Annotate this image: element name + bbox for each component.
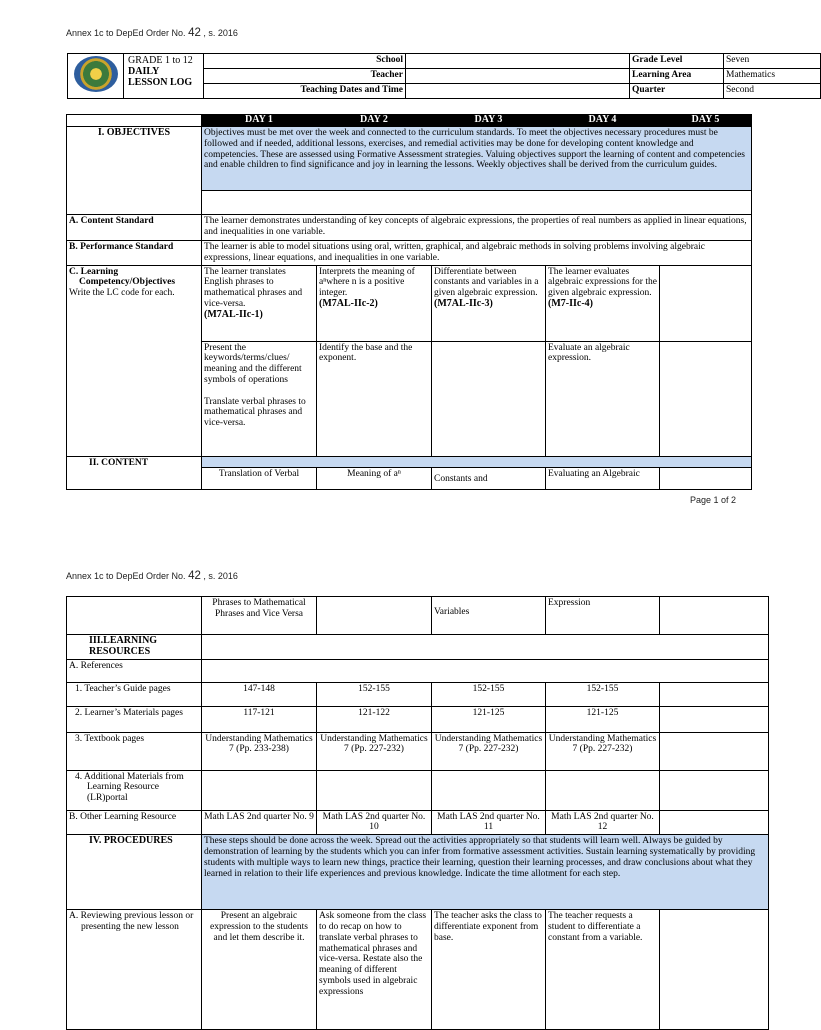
- sub-objective-day-5[interactable]: [660, 341, 752, 456]
- page-number: Page 1 of 2: [690, 495, 737, 505]
- dates-field[interactable]: [406, 84, 630, 99]
- day-3-header: DAY 3: [432, 115, 546, 127]
- sub-objective-day-3[interactable]: [432, 341, 546, 456]
- quarter-label: Quarter: [630, 84, 724, 99]
- main-table-page1: [66, 114, 752, 490]
- day-2-header: DAY 2: [317, 115, 432, 127]
- additional-materials-label: 4. Additional Materials from Learning Resource (LR)portal: [67, 770, 202, 810]
- tg-day-3: 152-155: [432, 682, 546, 706]
- grade-level-label: Grade Level: [630, 54, 724, 69]
- textbook-day-4: Understanding Mathematics 7 (Pp. 227-232): [546, 732, 660, 770]
- review-day-5[interactable]: [660, 910, 769, 1030]
- lc-day-5[interactable]: [660, 265, 752, 341]
- tg-day-5[interactable]: [660, 682, 769, 706]
- header-table: [67, 53, 821, 99]
- content-cont-day-1: Phrases to Mathematical Phrases and Vice Versa: [202, 597, 317, 635]
- references-blank: [202, 659, 769, 682]
- deped-seal-logo: [68, 54, 124, 99]
- sub-objective-day-2: Identify the base and the exponent.: [317, 341, 432, 456]
- content-cont-day-2: [317, 597, 432, 635]
- other-resources-label: B. Other Learning Resource: [67, 810, 202, 835]
- objectives-text: Objectives must be met over the week and connected to the curriculum standards. To meet the objectives necessary procedures must be followed and if needed, additional lessons, exercises, and remedial activities may be done for developing content knowledge and competencies. These are assessed using Formative Assessment strategies. Valuing objectives support the learning of content and competencies and enable children to find significance and joy in learning the lessons. Weekly objectives shall be derived from the curriculum guides.: [202, 127, 752, 191]
- addl-day-1[interactable]: [202, 770, 317, 810]
- other-day-5[interactable]: [660, 810, 769, 835]
- content-standard-text: The learner demonstrates understanding of key concepts of algebraic expressions, the properties of real numbers as applied in linear equations, and inequalities in one variable.: [202, 215, 752, 241]
- day-4-header: DAY 4: [546, 115, 660, 127]
- content-day-5[interactable]: [660, 467, 752, 489]
- addl-day-4[interactable]: [546, 770, 660, 810]
- lc-day-4: The learner evaluates algebraic expressions for the given algebraic expression. (M7-IIc-4): [546, 265, 660, 341]
- learners-materials-label: 2. Learner’s Materials pages: [67, 706, 202, 732]
- performance-standard-text: The learner is able to model situations using oral, written, graphical, and algebraic methods in solving problems involving algebraic expressions, linear equations, and inequalities in one variable.: [202, 241, 752, 266]
- grade-range: GRADE 1 to 12: [128, 55, 193, 66]
- content-band: [202, 456, 752, 467]
- procedures-label: IV. PROCEDURES: [67, 835, 202, 910]
- content-day-4: Evaluating an Algebraic: [546, 467, 660, 489]
- learning-resources-label: III.LEARNING RESOURCES: [67, 635, 202, 660]
- tg-day-4: 152-155: [546, 682, 660, 706]
- dates-label: Teaching Dates and Time: [204, 84, 406, 99]
- learning-competency-label: C. Learning Competency/Objectives Write the LC code for each.: [67, 265, 202, 456]
- school-field[interactable]: [406, 54, 630, 69]
- objectives-label: I. OBJECTIVES: [67, 127, 202, 215]
- lm-day-4: 121-125: [546, 706, 660, 732]
- sub-objective-day-4: Evaluate an algebraic expression.: [546, 341, 660, 456]
- performance-standard-label: B. Performance Standard: [67, 241, 202, 266]
- review-day-2: Ask someone from the class to do recap on how to translate verbal phrases to mathematical phrases and vice-versa. Restate also the meaning of different symbols used in algebraic expressions: [317, 910, 432, 1030]
- day-5-header: DAY 5: [660, 115, 752, 127]
- review-day-3: The teacher asks the class to differentiate exponent from base.: [432, 910, 546, 1030]
- learning-area-label: Learning Area: [630, 69, 724, 84]
- textbook-day-2: Understanding Mathematics 7 (Pp. 227-232): [317, 732, 432, 770]
- textbook-day-1: Understanding Mathematics 7 (Pp. 233-238): [202, 732, 317, 770]
- content-cont-label: [67, 597, 202, 635]
- review-label: A. Reviewing previous lesson or presenting the new lesson: [67, 910, 202, 1030]
- content-day-3: Constants and: [432, 467, 546, 489]
- review-day-1: Present an algebraic expression to the students and let them describe it.: [202, 910, 317, 1030]
- learning-resources-blank: [202, 635, 769, 660]
- addl-day-2[interactable]: [317, 770, 432, 810]
- content-label: II. CONTENT: [67, 456, 202, 489]
- teachers-guide-label: 1. Teacher’s Guide pages: [67, 682, 202, 706]
- textbook-day-5[interactable]: [660, 732, 769, 770]
- sub-objective-day-1: Present the keywords/terms/clues/ meaning and the different symbols of operations Translate verbal phrases to mathematical phrases and vice-versa.: [202, 341, 317, 456]
- grade-level-value[interactable]: Seven: [724, 54, 821, 69]
- tg-day-2: 152-155: [317, 682, 432, 706]
- procedures-text: These steps should be done across the week. Spread out the activities appropriately so that students will learn well. Always be guided by demonstration of learning by the students which you can infer from formative assessment activities. Sustain learning systematically by providing students with multiple ways to learn new things, practice their learning, question their learning processes, and draw conclusions about what they learned in relation to their life experiences and previous knowledge. Indicate the time allotment for each step.: [202, 835, 769, 910]
- lc-day-1: The learner translates English phrases to mathematical phrases and vice-versa. (M7AL-IIc-1): [202, 265, 317, 341]
- learning-area-value[interactable]: Mathematics: [724, 69, 821, 84]
- quarter-value[interactable]: Second: [724, 84, 821, 99]
- content-day-2: Meaning of aⁿ: [317, 467, 432, 489]
- other-day-1: Math LAS 2nd quarter No. 9: [202, 810, 317, 835]
- dll-title-2: LESSON LOG: [128, 77, 193, 88]
- references-label: A. References: [67, 659, 202, 682]
- content-cont-day-5[interactable]: [660, 597, 769, 635]
- textbook-day-3: Understanding Mathematics 7 (Pp. 227-232): [432, 732, 546, 770]
- teacher-label: Teacher: [204, 69, 406, 84]
- content-cont-day-3: Variables: [432, 597, 546, 635]
- other-day-2: Math LAS 2nd quarter No. 10: [317, 810, 432, 835]
- lm-day-5[interactable]: [660, 706, 769, 732]
- other-day-3: Math LAS 2nd quarter No. 11: [432, 810, 546, 835]
- content-standard-label: A. Content Standard: [67, 215, 202, 241]
- objectives-blank[interactable]: [202, 191, 752, 215]
- addl-day-3[interactable]: [432, 770, 546, 810]
- content-day-1: Translation of Verbal: [202, 467, 317, 489]
- day-1-header: DAY 1: [202, 115, 317, 127]
- annex-header-1: Annex 1c to DepEd Order No. 42 , s. 2016: [66, 27, 238, 39]
- lm-day-1: 117-121: [202, 706, 317, 732]
- teacher-field[interactable]: [406, 69, 630, 84]
- lm-day-3: 121-125: [432, 706, 546, 732]
- lc-day-3: Differentiate between constants and variables in a given algebraic expression. (M7AL-IIc-3): [432, 265, 546, 341]
- lm-day-2: 121-122: [317, 706, 432, 732]
- other-day-4: Math LAS 2nd quarter No. 12: [546, 810, 660, 835]
- content-cont-day-4: Expression: [546, 597, 660, 635]
- main-table-page2: [66, 596, 769, 1030]
- lc-day-2: Interprets the meaning of aⁿwhere n is a positive integer. (M7AL-IIc-2): [317, 265, 432, 341]
- school-label: School: [204, 54, 406, 69]
- dll-title-1: DAILY: [128, 66, 160, 77]
- annex-header-2: Annex 1c to DepEd Order No. 42 , s. 2016: [66, 570, 238, 582]
- textbook-label: 3. Textbook pages: [67, 732, 202, 770]
- addl-day-5[interactable]: [660, 770, 769, 810]
- review-day-4: The teacher requests a student to differentiate a constant from a variable.: [546, 910, 660, 1030]
- tg-day-1: 147-148: [202, 682, 317, 706]
